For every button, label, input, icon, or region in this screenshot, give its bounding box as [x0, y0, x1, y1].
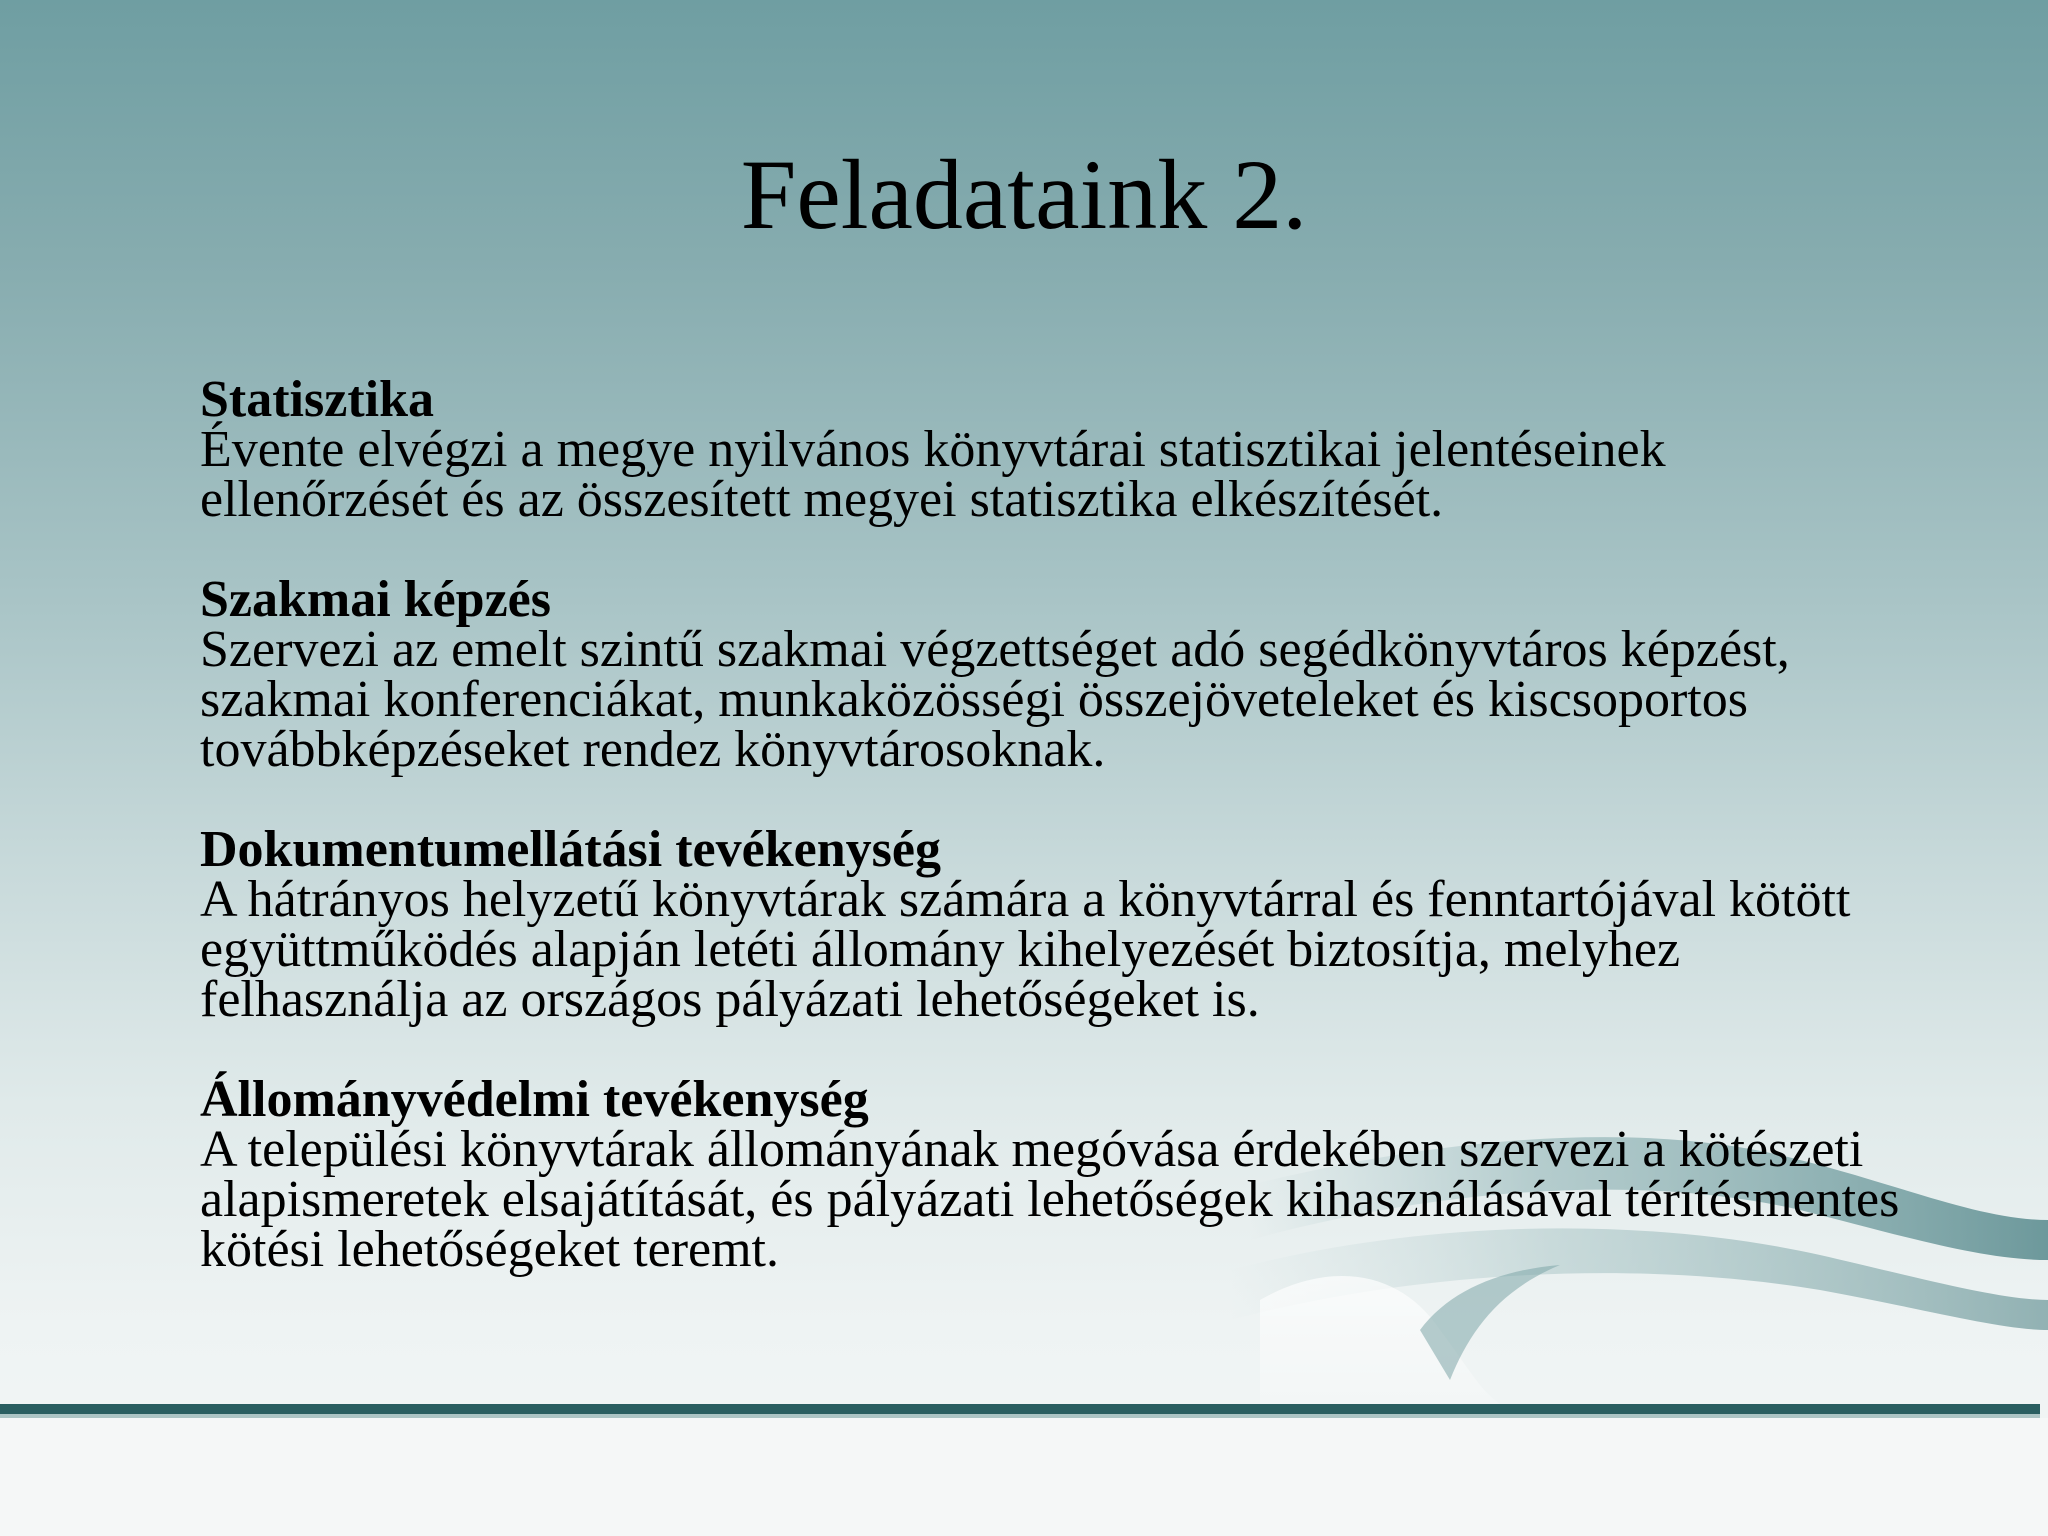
- section-heading: Dokumentumellátási tevékenység: [200, 821, 941, 878]
- slide-content: [200, 371, 1900, 1325]
- footer-area: [0, 1418, 2048, 1536]
- section-heading: Állományvédelmi tevékenység: [200, 1071, 869, 1128]
- section-heading: Szakmai képzés: [200, 571, 551, 628]
- section-heading: Statisztika: [200, 371, 434, 428]
- section-szakmai-kepzes: [200, 571, 1900, 778]
- section-text: Évente elvégzi a megye nyilvános könyvtárai statisztikai jelentéseinek ellenőrzését és az összesített megyei statisztika elkészítését.: [200, 421, 1666, 528]
- footer-bar: [0, 1404, 2040, 1414]
- section-statisztika: [200, 371, 1900, 528]
- slide-title: Feladataink 2.: [740, 139, 1308, 250]
- section-text: A hátrányos helyzetű könyvtárak számára a könyvtárral és fenntartójával kötött együttműködés alapján letéti állomány kihelyezését biztosítja, melyhez felhasználja az országos pályázati lehetőségeket is.: [200, 871, 1851, 1028]
- section-dokumentumellatasi: [200, 821, 1900, 1028]
- section-text: A települési könyvtárak állományának megóvása érdekében szervezi a kötészeti alapismeretek elsajátítását, és pályázati lehetőségek kihasználásával térítésmentes kötési lehetőségeket teremt.: [200, 1121, 1900, 1278]
- section-text: Szervezi az emelt szintű szakmai végzettséget adó segédkönyvtáros képzést, szakmai konferenciákat, munkaközösségi összejöveteleket és kiscsoportos továbbképzéseket rendez könyvtárosoknak.: [200, 621, 1790, 778]
- section-allomanyvedelmi: [200, 1071, 1900, 1278]
